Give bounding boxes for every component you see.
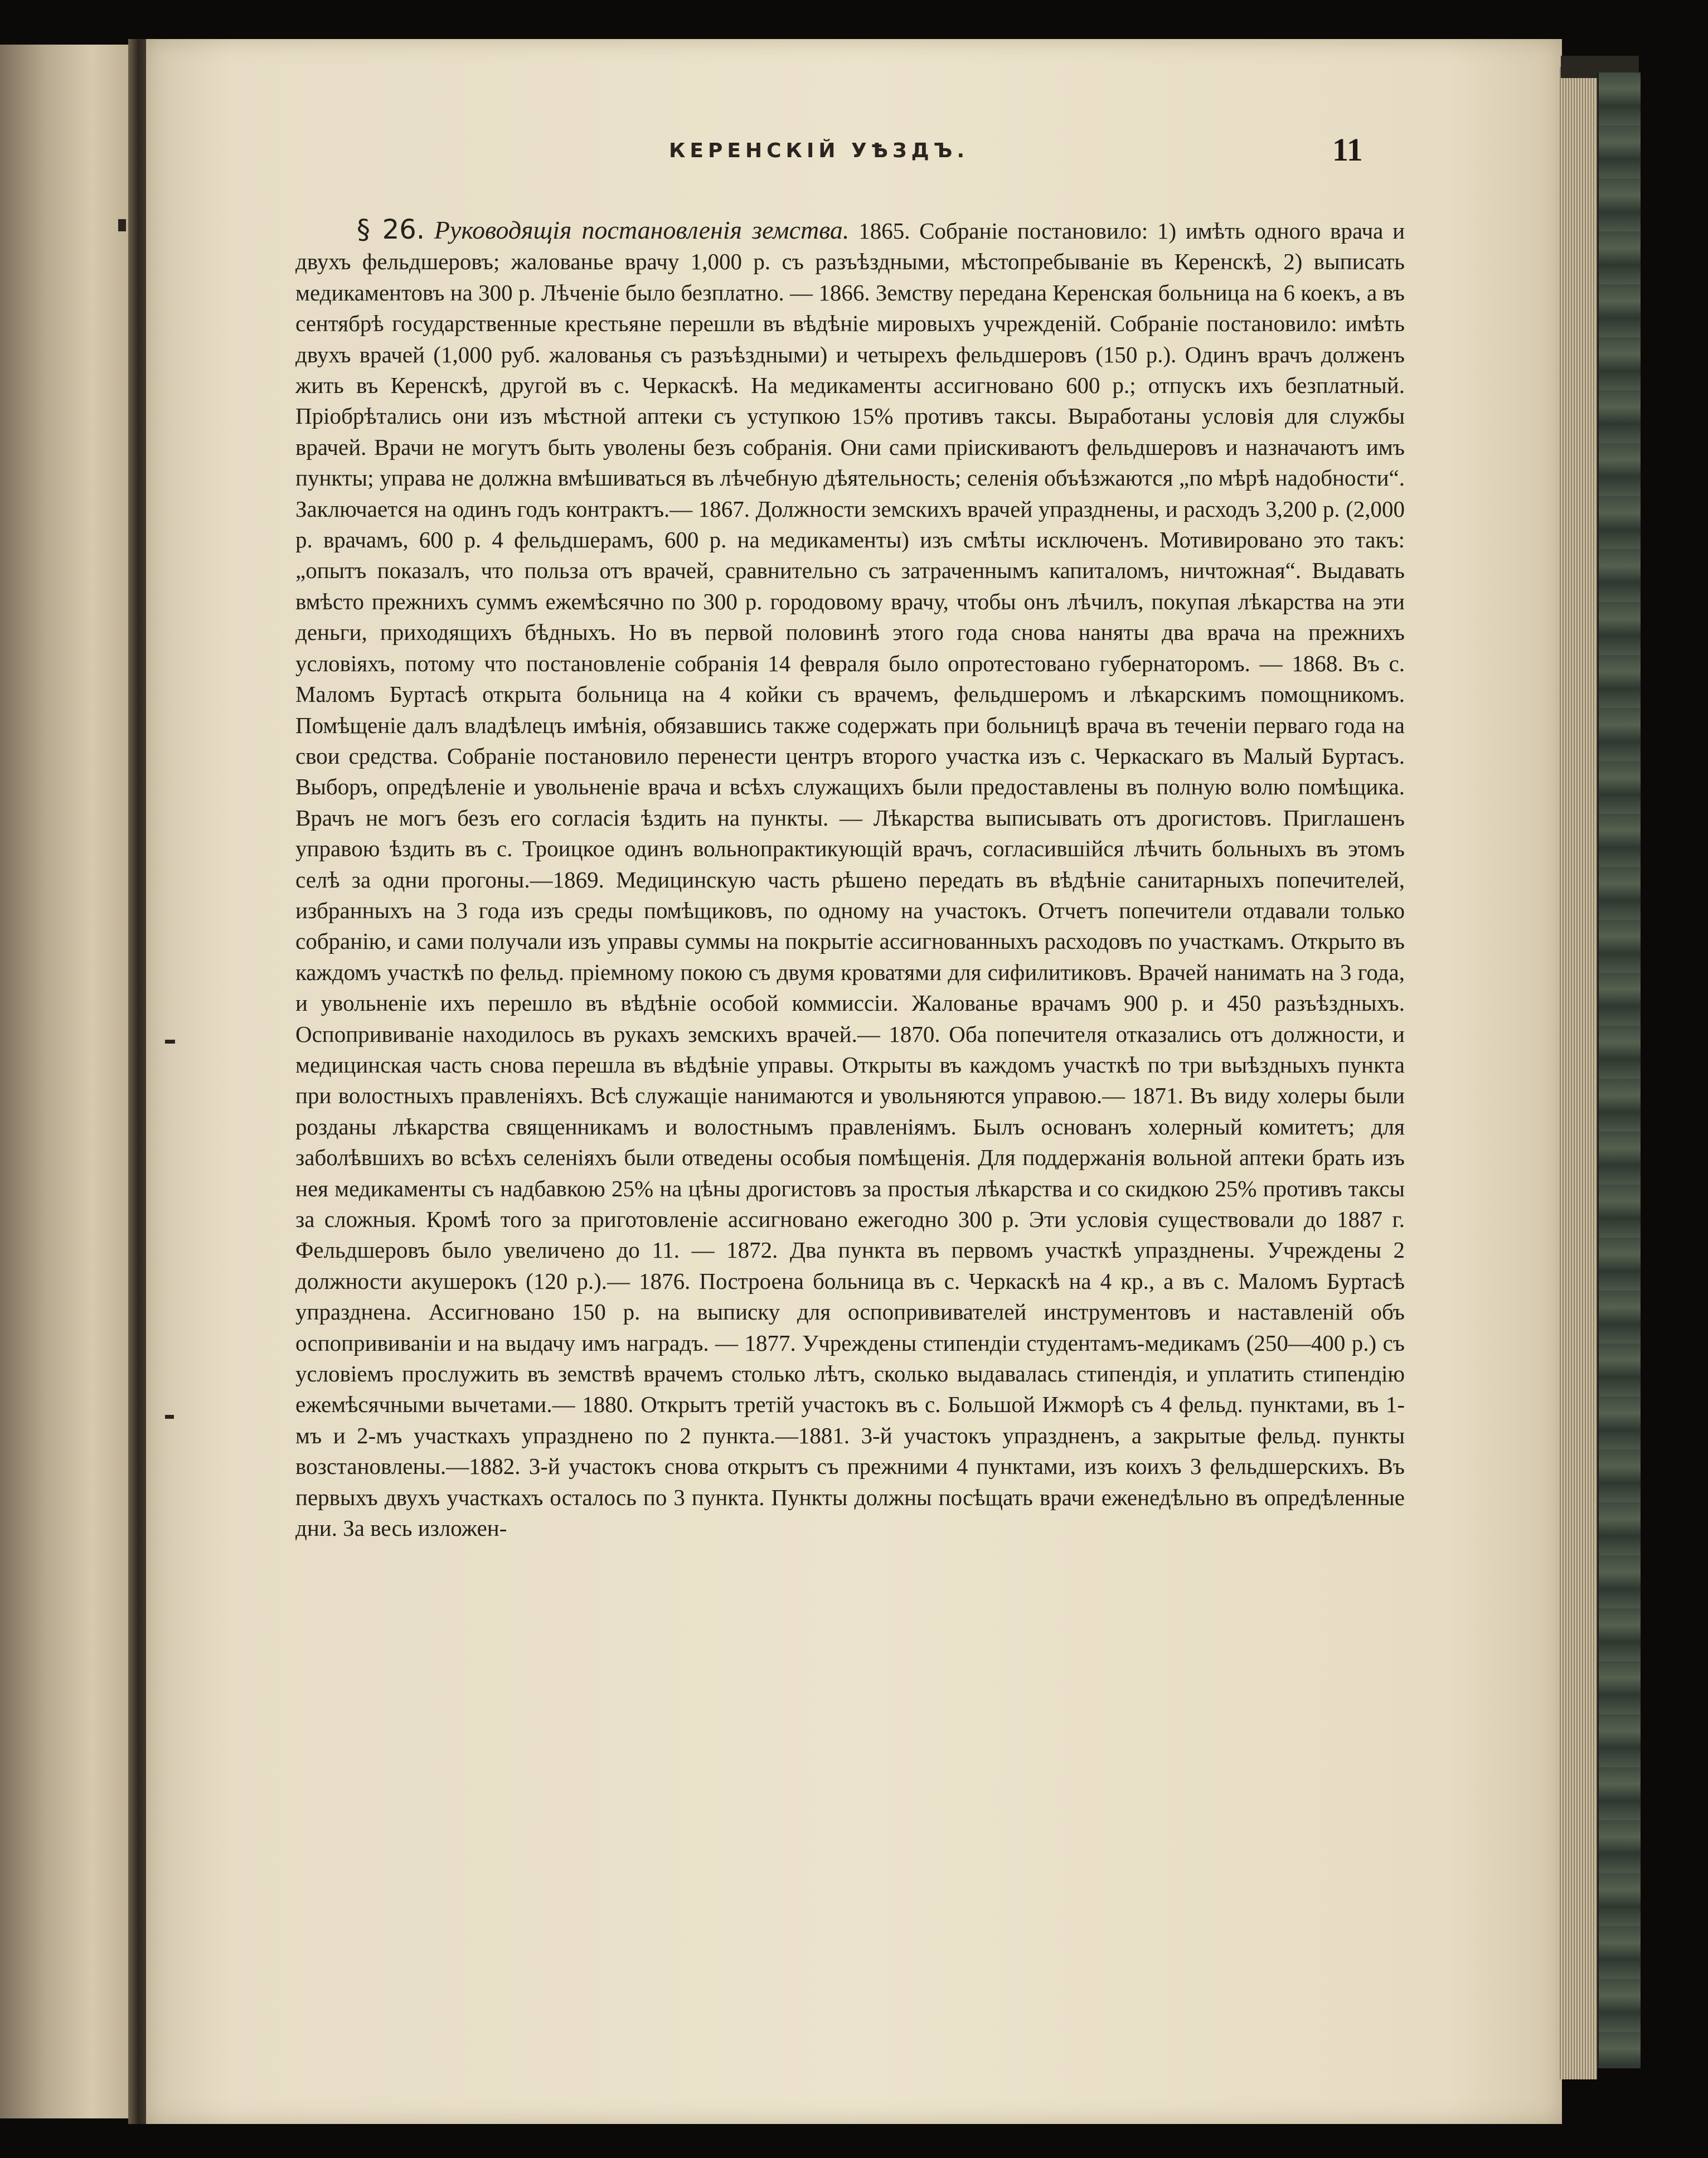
paragraph xyxy=(295,215,1405,1544)
page-number: 11 xyxy=(1332,132,1363,168)
margin-mark xyxy=(118,219,126,231)
running-head: КЕРЕНСКІЙ УѢЗДЪ. xyxy=(669,139,969,162)
book-binding xyxy=(1597,72,1641,2068)
page-edges xyxy=(1558,67,1597,2079)
margin-mark xyxy=(165,1415,174,1419)
section-title: Руководящія постановленія земства. xyxy=(434,216,850,244)
body-text: 1865. Собраніе постановило: 1) имѣть одного врача и двухъ фельдшеровъ; жалованье врачу 1,000 р. съ разъѣздными, мѣстопребываніе въ Керенскѣ, 2) выписать медикаментовъ на 300 р. Лѣченіе было безплатно. — 1866. Земству передана Керенская больница на 6 коекъ, а въ сентябрѣ государственные крестьяне перешли въ вѣдѣніе мировыхъ учрежденій. Собраніе постановило: имѣть двухъ врачей (1,000 руб. жалованья съ разъѣздными) и четырехъ фельдшеровъ (150 р.). Одинъ врачъ долженъ жить въ Керенскѣ, другой въ с. Черкаскѣ. На медикаменты ассигновано 600 р.; отпускъ ихъ безплатный. Пріобрѣтались они изъ мѣстной аптеки съ уступкою 15% противъ таксы. Выработаны условія для службы врачей. Врачи не могутъ быть уволены безъ собранія. Они сами пріискиваютъ фельдшеровъ и назначаютъ имъ пункты; управа не должна вмѣшиваться въ лѣчебную дѣятельность; селенія объѣзжаются „по мѣрѣ надобности“. Заключается на одинъ годъ контрактъ.— 1867. Должности земскихъ врачей упразднены, и расходъ 3,200 р. (2,000 р. врачамъ, 600 р. 4 фельдшерамъ, 600 р. на медикаменты) изъ смѣты исключенъ. Мотивировано это такъ: „опытъ показалъ, что польза отъ врачей, сравнительно съ затраченнымъ капиталомъ, ничтожная“. Выдавать вмѣсто прежнихъ суммъ ежемѣсячно по 300 р. городовому врачу, чтобы онъ лѣчилъ, покупая лѣкарства на эти деньги, приходящихъ бѣдныхъ. Но въ первой половинѣ этого года снова наняты два врача на прежнихъ условіяхъ, потому что постановленіе собранія 14 февраля было опротестовано губернаторомъ. — 1868. Въ с. Маломъ Буртасѣ открыта больница на 4 койки съ врачемъ, фельдшеромъ и лѣкарскимъ помощникомъ. Помѣщеніе далъ владѣлецъ имѣнія, обязавшись также содержать при больницѣ врача въ теченіи перваго года на свои средства. Собраніе постановило перенести центръ второго участка изъ с. Черкаскаго въ Малый Буртасъ. Выборъ, опредѣленіе и увольненіе врача и всѣхъ служащихъ были предоставлены въ полную волю помѣщика. Врачъ не могъ безъ его согласія ѣздить на пункты. — Лѣкарства выписывать отъ дрогистовъ. Приглашенъ управою ѣздить въ с. Троицкое одинъ вольнопрактикующій врачъ, согласившійся лѣчить больныхъ въ этомъ селѣ за одни прогоны.—1869. Медицинскую часть рѣшено передать въ вѣдѣніе санитарныхъ попечителей, избранныхъ на 3 года изъ среды помѣщиковъ, по одному на участокъ. Отчетъ попечители отдавали только собранію, и сами получали изъ управы суммы на покрытіе ассигнованныхъ расходовъ по участкамъ. Открыто въ каждомъ участкѣ по фельд. пріемному покою съ двумя кроватями для сифилитиковъ. Врачей нанимать на 3 года, и увольненіе ихъ перешло въ вѣдѣніе особой коммиссіи. Жалованье врачамъ 900 р. и 450 разъѣздныхъ. Оспопрививаніе находилось въ рукахъ земскихъ врачей.— 1870. Оба попечителя отказались отъ должности, и медицинская часть снова перешла въ вѣдѣніе управы. Открыты въ каждомъ участкѣ по три выѣздныхъ пункта при волостныхъ правленіяхъ. Всѣ служащіе нанимаются и увольняются управою.— 1871. Въ виду холеры были розданы лѣкарства священникамъ и волостнымъ правленіямъ. Былъ основанъ холерный комитетъ; для заболѣвшихъ во всѣхъ селеніяхъ были отведены особыя помѣщенія. Для поддержанія вольной аптеки брать изъ нея медикаменты съ надбавкою 25% на цѣны дрогистовъ за простыя лѣкарства и со скидкою 25% противъ таксы за сложныя. Кромѣ того за приготовленіе ассигновано ежегодно 300 р. Эти условія существовали до 1887 г. Фельдшеровъ было увеличено до 11. — 1872. Два пункта въ первомъ участкѣ упразднены. Учреждены 2 должности акушерокъ (120 р.).— 1876. Построена больница въ с. Черкаскѣ на 4 кр., а въ с. Маломъ Буртасѣ упразднена. Ассигновано 150 р. на выписку для оспопрививателей инструментовъ и наставленій объ оспопрививаніи и на выдачу имъ наградъ. — 1877. Учреждены стипендіи студентамъ-медикамъ (250—400 р.) съ условіемъ прослужить въ земствѣ врачемъ столько лѣтъ, сколько выдавалась стипендія, и уплатить стипендію ежемѣсячными вычетами.— 1880. Открытъ третій участокъ въ с. Большой Ижморѣ съ 4 фельд. пунктами, въ 1-мъ и 2-мъ участкахъ упразднено по 2 пункта.—1881. 3-й участокъ упраздненъ, а закрытые фельд. пункты возстановлены.—1882. 3-й участокъ снова открытъ съ прежними 4 пунктами, изъ коихъ 3 фельдшерскихъ. Въ первыхъ двухъ участкахъ осталось по 3 пункта. Пункты должны посѣщать врачи еженедѣльно въ опредѣленные дни. За весь изложен- xyxy=(295,218,1405,1541)
left-page-edge xyxy=(0,45,131,2118)
section-number: § 26. xyxy=(357,214,425,245)
margin-mark xyxy=(165,1040,175,1044)
main-text xyxy=(295,215,1405,1544)
